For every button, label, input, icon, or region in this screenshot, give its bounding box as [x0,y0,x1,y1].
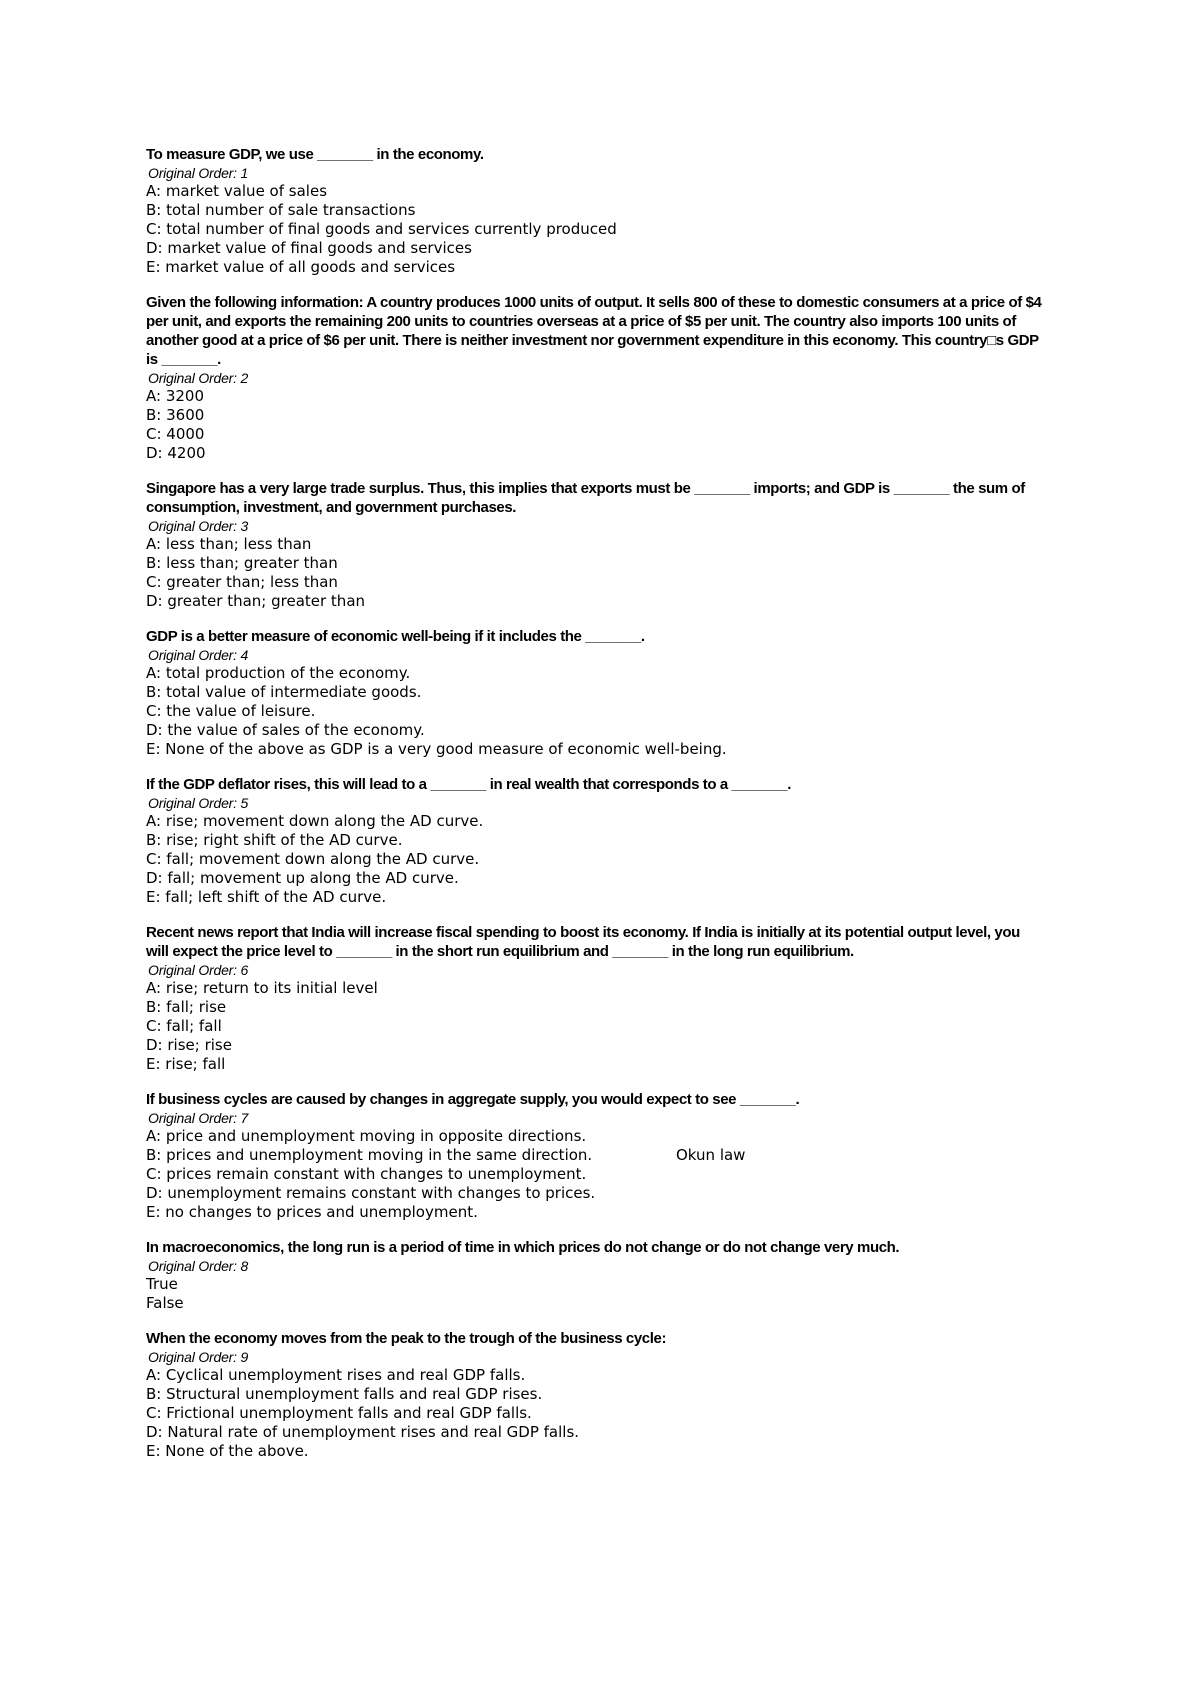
answer-option: C: total number of final goods and services currently produced [146,220,617,238]
answer-options [146,535,1046,611]
question-text: Singapore has a very large trade surplus. Thus, this implies that exports must be _______ imports; and GDP is _______ the sum of consumption, investment, and government purchases. [146,480,1025,516]
answer-option: E: None of the above. [146,1442,309,1460]
original-order: Original Order: 1 [148,165,249,181]
answer-options [146,664,1046,759]
answer-option: D: market value of final goods and services [146,239,472,257]
answer-options [146,387,1046,463]
question-text: GDP is a better measure of economic well-being if it includes the _______. [146,628,645,645]
original-order: Original Order: 9 [148,1349,249,1365]
answer-option: C: greater than; less than [146,573,338,591]
question-1 [146,145,1046,277]
answer-option: B: Structural unemployment falls and real GDP rises. [146,1385,543,1403]
answer-option: True [146,1275,178,1293]
answer-option: A: total production of the economy. [146,664,411,682]
question-7 [146,1090,1046,1222]
original-order: Original Order: 7 [148,1110,249,1126]
answer-option: A: rise; movement down along the AD curve. [146,812,484,830]
answer-option: D: fall; movement up along the AD curve. [146,869,459,887]
answer-option: C: fall; movement down along the AD curve. [146,850,480,868]
question-6 [146,923,1046,1074]
answer-option: C: the value of leisure. [146,702,316,720]
answer-options [146,979,1046,1074]
question-text: Recent news report that India will increase fiscal spending to boost its economy. If India is initially at its potential output level, you will expect the price level to _______ in the short run equilibrium and _______ in the long run equilibrium. [146,924,1020,960]
original-order: Original Order: 6 [148,962,249,978]
answer-option: A: Cyclical unemployment rises and real GDP falls. [146,1366,526,1384]
question-8 [146,1238,1046,1313]
answer-option: C: prices remain constant with changes to unemployment. [146,1165,587,1183]
answer-option: A: 3200 [146,387,204,405]
answer-option: B: rise; right shift of the AD curve. [146,831,403,849]
handwritten-note: Okun law [676,1146,746,1164]
answer-option: A: price and unemployment moving in opposite directions. [146,1127,587,1145]
question-text: Given the following information: A country produces 1000 units of output. It sells 800 of these to domestic consumers at a price of $4 per unit, and exports the remaining 200 units to countries overseas at a price of $5 per unit. The country also imports 100 units of another good at a price of $6 per unit. There is neither investment nor government expenditure in this economy. This country□s GDP is _______. [146,294,1042,368]
answer-option: E: None of the above as GDP is a very good measure of economic well-being. [146,740,727,758]
question-text: If the GDP deflator rises, this will lead to a _______ in real wealth that corresponds to a _______. [146,776,791,793]
answer-option: C: Frictional unemployment falls and real GDP falls. [146,1404,532,1422]
answer-option: C: fall; fall [146,1017,222,1035]
question-9 [146,1329,1046,1461]
answer-option: B: 3600 [146,406,205,424]
answer-option: A: market value of sales [146,182,328,200]
answer-option: B: less than; greater than [146,554,338,572]
question-2 [146,293,1046,463]
question-text: When the economy moves from the peak to the trough of the business cycle: [146,1330,667,1347]
answer-option: C: 4000 [146,425,205,443]
question-text: In macroeconomics, the long run is a period of time in which prices do not change or do not change very much. [146,1239,900,1256]
original-order: Original Order: 3 [148,518,249,534]
document-page [146,145,1046,1477]
answer-option: D: rise; rise [146,1036,232,1054]
answer-option: D: greater than; greater than [146,592,366,610]
original-order: Original Order: 2 [148,370,249,386]
answer-option: E: rise; fall [146,1055,226,1073]
original-order: Original Order: 4 [148,647,249,663]
answer-option: E: market value of all goods and services [146,258,456,276]
question-text: To measure GDP, we use _______ in the economy. [146,146,484,163]
answer-option: D: the value of sales of the economy. [146,721,425,739]
answer-option: D: Natural rate of unemployment rises and real GDP falls. [146,1423,580,1441]
answer-options [146,182,1046,277]
answer-option: A: rise; return to its initial level [146,979,378,997]
answer-options [146,812,1046,907]
answer-option: B: total value of intermediate goods. [146,683,422,701]
question-text: If business cycles are caused by changes in aggregate supply, you would expect to see _______. [146,1091,800,1108]
answer-option: D: 4200 [146,444,206,462]
answer-option-text: B: prices and unemployment moving in the same direction. [146,1146,593,1164]
question-4 [146,627,1046,759]
answer-option: False [146,1294,184,1312]
answer-option: A: less than; less than [146,535,312,553]
question-5 [146,775,1046,907]
original-order: Original Order: 8 [148,1258,249,1274]
answer-option [146,1146,1046,1165]
answer-options [146,1275,1046,1313]
original-order: Original Order: 5 [148,795,249,811]
question-3 [146,479,1046,611]
answer-option: B: total number of sale transactions [146,201,416,219]
answer-option: B: fall; rise [146,998,227,1016]
answer-option: E: fall; left shift of the AD curve. [146,888,387,906]
answer-option: D: unemployment remains constant with changes to prices. [146,1184,596,1202]
answer-option: E: no changes to prices and unemployment. [146,1203,478,1221]
answer-options [146,1366,1046,1461]
answer-options [146,1127,1046,1222]
